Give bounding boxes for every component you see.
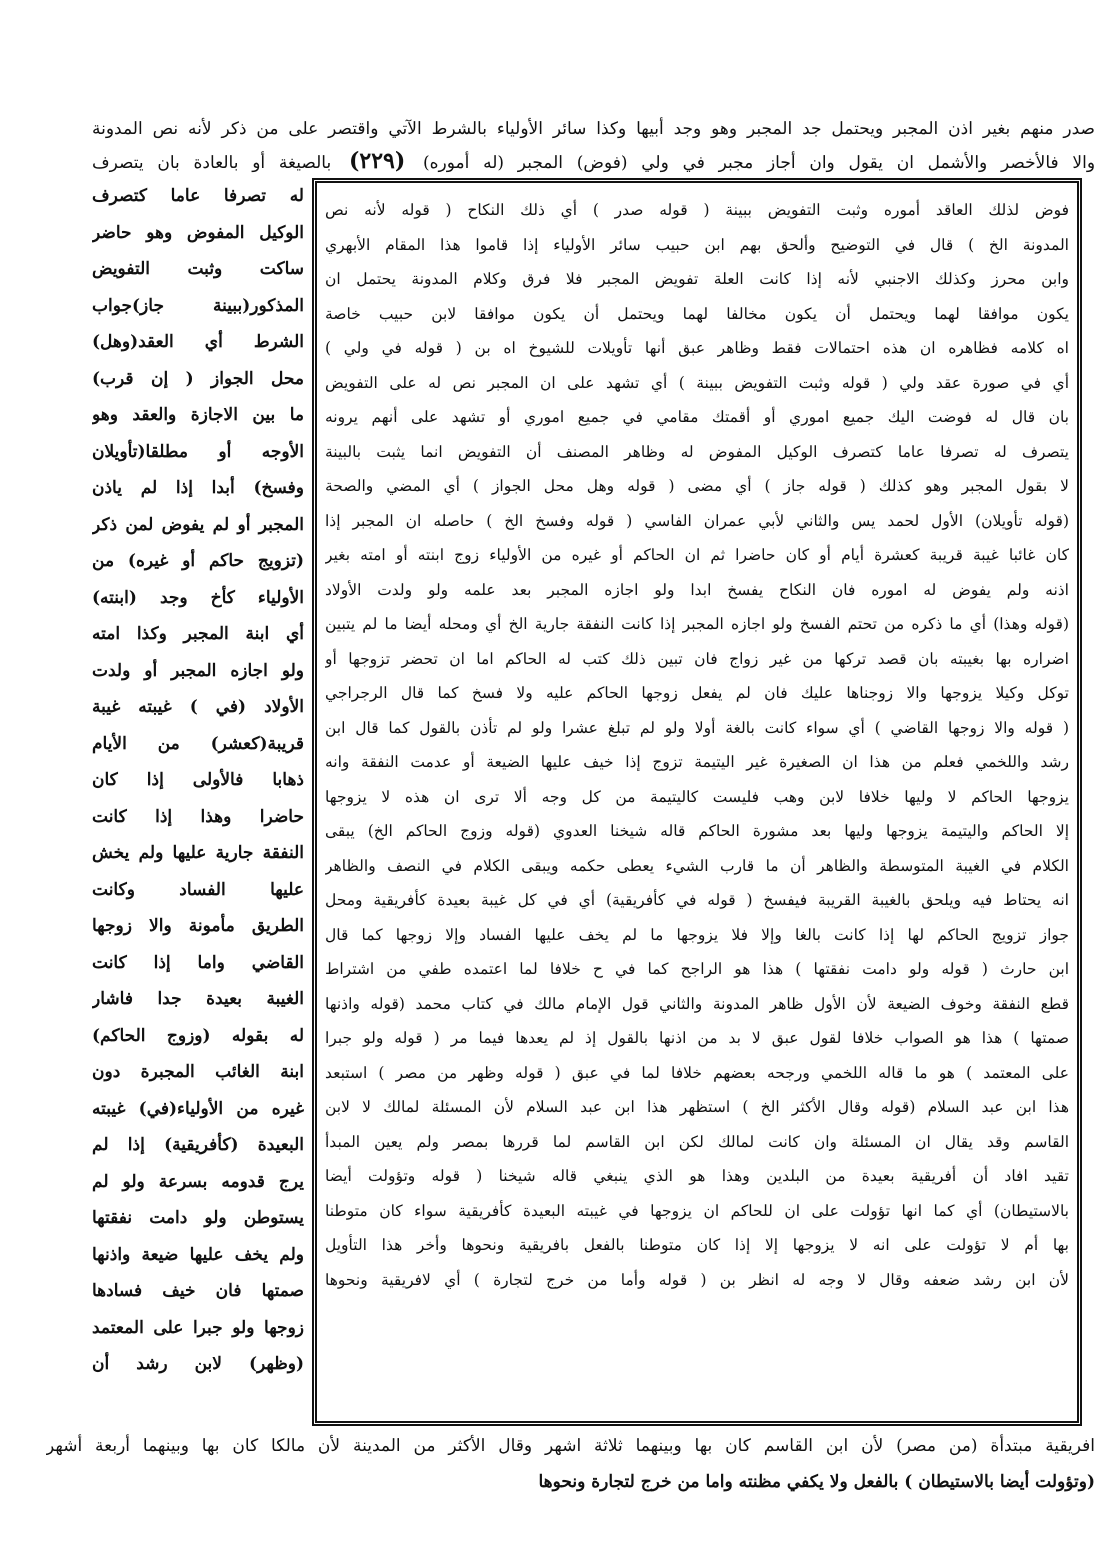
margin-line: ولم يخف عليها ضيعة واذنها xyxy=(92,1244,304,1265)
margin-line: ولو اجازه المجبر أو ولدت xyxy=(92,660,304,681)
commentary-line: توكل وكيلا يزوجها والا زوجناها عليك فان لم يفعل زوجها الحاكم عليه ولا فسخ كما قال الرجراجي xyxy=(325,684,1069,702)
margin-line: يرج قدومه بسرعة ولو لم xyxy=(92,1171,304,1192)
margin-line: زوجها ولو جبرا على المعتمد xyxy=(92,1317,304,1338)
margin-line: الوكيل المفوض وهو حاضر xyxy=(92,222,304,243)
margin-line: الشرط أي العقد(وهل) xyxy=(92,332,304,352)
margin-line: له تصرفا عاما كتصرف xyxy=(92,186,304,206)
commentary-line: (قوله وهذا) أي ما ذكره من تحتم الفسخ ولو اجازه المجبر إذا كانت النفقة جارية الخ أي ومحله أيضا ما لم يتبين xyxy=(325,615,1069,633)
page-number: (٢٢٩) xyxy=(348,148,406,174)
margin-line: له بقوله (وزوج الحاكم) xyxy=(92,1025,304,1046)
commentary-line: على المعتمد ) هو ما قاله اللخمي ورجحه بعضهم خلافا لما في عبق ( قوله وظهر من مصر ) استبعد xyxy=(325,1063,1069,1082)
commentary-line: بالاستيطان) أي كما انها تؤولت على ان للحاكم ان يزوجها في غيبته البعيدة كأفريقية سواء كان متوطنا xyxy=(325,1201,1069,1220)
margin-line: أي ابنة المجبر وكذا امته xyxy=(92,624,304,644)
margin-line: الأولياء كأخ وجد (ابنته) xyxy=(92,587,304,608)
margin-line: عليها الفساد وكانت xyxy=(92,879,304,900)
margin-line: النفقة جارية عليها ولم يخش xyxy=(92,843,304,863)
margin-line: الأولاد (في ) غيبته غيبة xyxy=(92,697,304,717)
commentary-line: لأن ابن رشد ضعفه وقال لا وجه له انظر بن ( قوله وأما من خرج لتجارة ) أي لافريقية ونحوها xyxy=(325,1270,1069,1289)
commentary-line: ابن حارث ( قوله ولو دامت نفقتها ) هذا هو الراجح كما في ح خلافا لما اعتمده طفي من اشتراط xyxy=(325,960,1069,978)
commentary-line: اضراره بها بغيبته بان قصد تركها من غير زواج فان تبين ذلك كتب له الحاكم اما ان تحضر تزوجها أو xyxy=(325,649,1069,668)
commentary-line: يكون موافقا لهما ويحتمل أن يكون مخالفا لهما ويحتمل أن يكون موافقا لابن حبيب خاصة xyxy=(325,304,1069,323)
commentary-line: وابن محرز وكذلك الاجنبي لأنه إذا كانت العلة تفويض المجبر فلا فرق وكلام المدونة يحتمل ان xyxy=(325,270,1069,288)
commentary-line: بها أم لا تؤولت على انه لا يزوجها إلا إذا كان متوطنا بالفعل بافريقية ونحوها وأخر هذا التأويل xyxy=(325,1236,1069,1254)
margin-line: محل الجواز ( إن قرب) xyxy=(92,368,304,389)
margin-line: المجبر أو لم يفوض لمن ذكر xyxy=(92,514,304,535)
commentary-line: انه يحتاط فيه ويلحق بالغيبة القريبة فيفسخ ( قوله في كأفريقية) أي في كل غيبة بعيدة كأفريقية ومحل xyxy=(325,891,1069,909)
margin-line: (وظهر) لابن رشد أن xyxy=(92,1354,304,1374)
commentary-line: صمتها ) هذا هو الصواب خلافا لقول عبق لا بد من اذنها بالقول إذ لم يعدها فيما مر ( قوله ولو جبرا xyxy=(325,1029,1069,1047)
commentary-line: كان غائبا غيبة قريبة كعشرة أيام أو كان حاضرا ثم ان الحاكم أو غيره من الأولياء زوج ابنته أو امته بغير xyxy=(325,546,1069,564)
commentary-text xyxy=(325,193,1069,1411)
commentary-line: يزوجها الحاكم لا وليها خلافا لابن وهب فليست كاليتيمة من كل وجه ألا ترى ان هذه لا يزوجها xyxy=(325,787,1069,806)
commentary-line: بان قال له فوضت اليك جميع اموري أو أقمتك مقامي في جميع اموري أو تشهد على أنهم يرونه xyxy=(325,408,1069,426)
commentary-line: القاسم وقد يقال ان المسئلة وان كانت لمالك لكن ابن القاسم لما قررها بمصر ولم يعين المبدأ xyxy=(325,1132,1069,1151)
commentary-line: هذا ابن عبد السلام (قوله وقال الأكثر الخ ) استظهر هذا ابن عبد السلام لأن المسئلة لمالك لا لابن xyxy=(325,1098,1069,1116)
commentary-line: قطع النفقة وخوف الضيعة لأن الأول ظاهر المدونة والثاني قول الإمام مالك في كتاب محمد (قوله واذنها xyxy=(325,994,1069,1013)
footer-line-1: افريقية مبتدأة (من مصر) لأن ابن القاسم كان بها وبينهما ثلاثة اشهر وقال الأكثر من المدينة لأن مالكا كان بها وبينهما أربعة أشهر xyxy=(46,1436,1095,1456)
margin-line: ابنة الغائب المجبرة دون xyxy=(92,1062,304,1082)
commentary-line: إلا الحاكم واليتيمة يزوجها وليها بعد مشورة الحاكم قاله شيخنا العدوي (قوله وزوج الحاكم الخ) يبقى xyxy=(325,822,1069,840)
header-line-2-end: بالصيغة أو بالعادة بان يتصرف xyxy=(92,153,332,173)
margin-line: الأوجه أو مطلقا(تأويلان xyxy=(92,441,304,462)
margin-line: حاضرا وهذا إذا كانت xyxy=(92,806,304,827)
header-line-2-text: والا فالأخصر والأشمل ان يقول وان أجاز مجبر في ولي (فوض) المجبر (له أموره) xyxy=(423,153,1095,173)
commentary-line: لا بقول المجبر وهو كذلك ( قوله جاز ) أي مضى ( قوله وهل محل الجواز ) أي المضي والصحة xyxy=(325,477,1069,495)
commentary-line: (قوله تأويلان) الأول لحمد يس والثاني لأبي عمران الفاسي ( قوله وفسخ الخ ) حاصله ان المجبر إذا xyxy=(325,511,1069,530)
margin-line: قريبة(كعشر) من الأيام xyxy=(92,733,304,754)
commentary-line: المدونة الخ ) قال في التوضيح وألحق بهم ابن حبيب سائر الأولياء إذا قاموا هذا المقام الأبهري xyxy=(325,235,1069,254)
commentary-line: ( قوله والا زوجها القاضي ) أي سواء كانت بالغة أولا ولو لم تبلغ عشرا ولو لم تأذن بالقول كما قال ابن xyxy=(325,718,1069,737)
margin-line: غيره من الأولياء(في) غيبته xyxy=(92,1098,304,1119)
margin-line: الغيبة بعيدة جدا فاشار xyxy=(92,989,304,1009)
margin-line: ساكت وثبت التفويض xyxy=(92,259,304,279)
margin-line: وفسخ) أبدا إذا لم ياذن xyxy=(92,478,304,498)
commentary-line: الكلام في الغيبة المتوسطة والظاهر أن ما قارب الشيء يعطى حكمه ويبقى الكلام في النصف والظاهر xyxy=(325,856,1069,875)
commentary-line: اه كلامه فظاهره ان هذه احتمالات فقط وظاهر عبق أنها تأويلات للشيوخ اه بن ( قوله في ولي ) xyxy=(325,339,1069,357)
margin-line: صمتها فان خيف فسادها xyxy=(92,1281,304,1301)
margin-line: البعيدة (كأفريقية) إذا لم xyxy=(92,1135,304,1155)
margin-line: (تزويج حاكم أو غيره) من xyxy=(92,551,304,571)
commentary-line: فوض لذلك العاقد أموره وثبت التفويض ببينة ( قوله صدر ) أي ذلك النكاح ( قوله لأنه نص xyxy=(325,201,1069,219)
header-line-2 xyxy=(92,146,1095,178)
footer-line-2: (وتؤولت أيضا بالاستيطان ) بالفعل ولا يكفي مظنته واما من خرج لتجارة ونحوها xyxy=(538,1472,1095,1492)
margin-line: الطريق مأمونة والا زوجها xyxy=(92,916,304,936)
margin-line: ما بين الاجازة والعقد وهو xyxy=(92,405,304,425)
margin-column xyxy=(92,178,304,1426)
header-line-1: صدر منهم بغير اذن المجبر ويحتمل جد المجبر وهو وجد أبيها وكذا سائر الأولياء بالشرط الآتي واقتصر على من ذكر لأنه نص المدونة xyxy=(92,119,1095,139)
margin-line: يستوطن ولو دامت نفقتها xyxy=(92,1208,304,1228)
margin-line: ذهابا فالأولى إذا كان xyxy=(92,770,304,790)
commentary-line: جواز تزويج الحاكم لها إذا كانت بالغا وإلا فلا يزوجها ما لم يخف عليها الفساد وإلا زوجها كما قال xyxy=(325,925,1069,944)
commentary-line: تقيد افاد أن أفريقية بعيدة من البلدين وهذا هو الذي ينبغي قاله شيخنا ( قوله وتؤولت أيضا xyxy=(325,1167,1069,1185)
commentary-line: رشد واللخمي فعلم من هذا ان الصغيرة غير اليتيمة تزوج إذا خيف عليها الضيعة أو عدمت النفقة وانه xyxy=(325,753,1069,771)
commentary-line: اذنه ولم يفوض له اموره فان النكاح يفسخ ابدا ولو اجازه المجبر بعد علمه ولو ولدت الأولاد xyxy=(325,580,1069,599)
margin-line: المذكور(ببينة جاز)جواب xyxy=(92,295,304,316)
commentary-frame xyxy=(312,178,1082,1426)
margin-line: القاضي واما إذا كانت xyxy=(92,952,304,973)
commentary-line: أي في صورة عقد ولي ( قوله وثبت التفويض ببينة ) أي تشهد على ان المجبر نص له على التفويض xyxy=(325,373,1069,392)
commentary-line: يتصرف له تصرفا عاما كتصرف الوكيل المفوض له وظاهر المصنف أن التفويض انما يثبت بالبينة xyxy=(325,442,1069,461)
